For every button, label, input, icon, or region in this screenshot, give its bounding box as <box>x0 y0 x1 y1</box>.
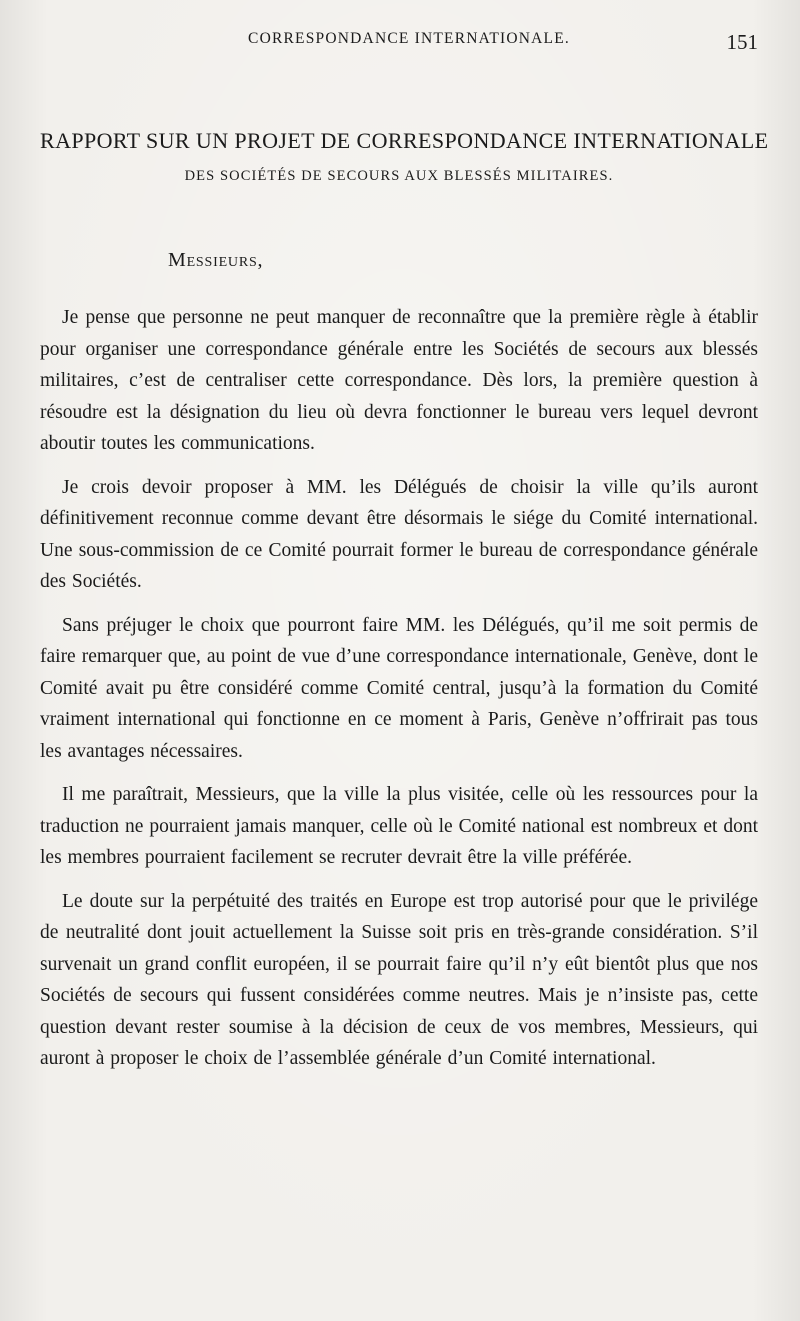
paragraph-3: Sans préjuger le choix que pourront faire MM. les Délégués, qu’il me soit permis de faire remarquer que, au point de vue d’une correspondance internationale, Genève, dont le Comité avait pu être considéré comme Comité central, jusqu’à la formation du Comité vraiment international qui fonctionne en ce moment à Paris, Genève n’offrirait pas tous les avantages nécessaires. <box>40 614 758 762</box>
paragraph-4: Il me paraîtrait, Messieurs, que la ville la plus visitée, celle où les ressources pour la traduction ne pourraient jamais manquer, celle où le Comité national est nombreux et dont les membres pourraient facilement se recruter devrait être la ville préférée. <box>40 784 758 868</box>
report-title: RAPPORT SUR UN PROJET DE CORRESPONDANCE INTERNATIONALE <box>40 128 769 153</box>
running-header <box>40 30 758 60</box>
paragraph-2: Je crois devoir proposer à MM. les Délégués de choisir la ville qu’ils auront définitivement reconnue comme devant être désormais le siége du Comité international. Une sous-commission de ce Comité pourrait former le bureau de correspondance générale des Sociétés. <box>40 476 758 592</box>
running-title: CORRESPONDANCE INTERNATIONALE. <box>248 30 570 47</box>
body-text <box>40 302 758 1075</box>
page-number: 151 <box>726 30 758 54</box>
paragraph-5: Le doute sur la perpétuité des traités en Europe est trop autorisé pour que le privilége de neutralité dont jouit actuellement la Suisse soit pris en très-grande considération. S’il survenait un grand conflit européen, il se pourrait faire qu’il n’y eût bientôt plus que nos Sociétés de secours qui fussent considérées comme neutres. Mais je n’insiste pas, cette question devant rester soumise à la décision de ceux de vos membres, Messieurs, qui auront à proposer le choix de l’assemblée générale d’un Comité international. <box>40 890 758 1069</box>
paragraph-1: Je pense que personne ne peut manquer de reconnaître que la première règle à établir pour organiser une correspondance générale entre les Sociétés de secours aux blessés militaires, c’est de centraliser cette correspondance. Dès lors, la première question à résoudre est la désignation du lieu où devra fonctionner le bureau vers lequel devront aboutir toutes les communications. <box>40 307 758 454</box>
salutation: Messieurs, <box>168 249 264 271</box>
report-subtitle: DES SOCIÉTÉS DE SECOURS AUX BLESSÉS MILITAIRES. <box>184 168 614 184</box>
